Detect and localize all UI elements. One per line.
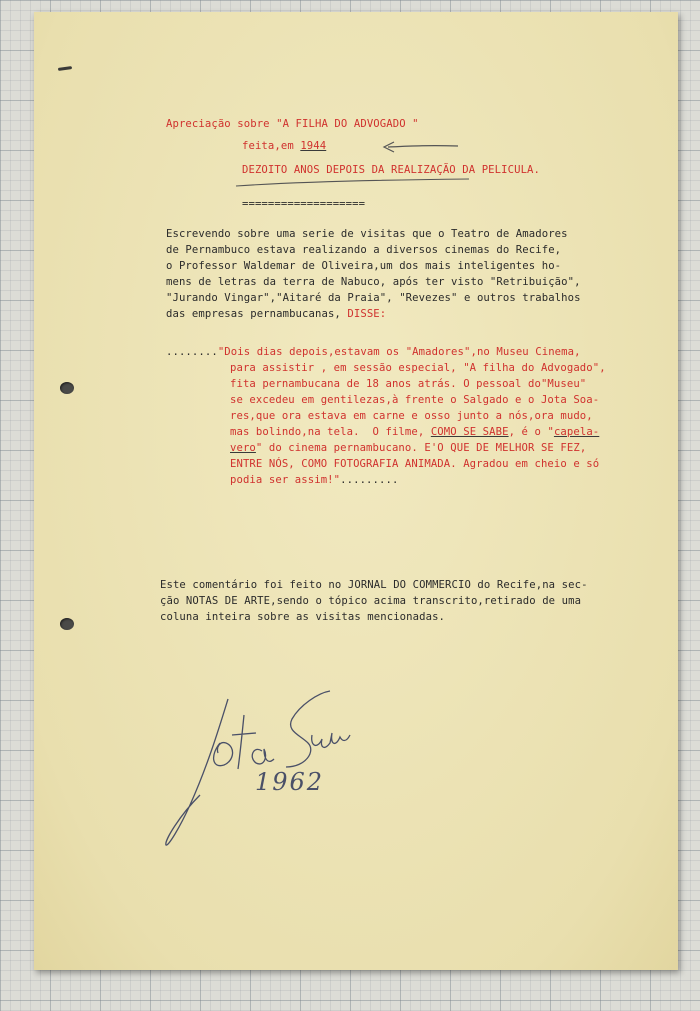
quote-line-1: ........"Dois dias depois,estavam os "Amadores",no Museu Cinema, — [166, 346, 581, 358]
footer-line-2: ção NOTAS DE ARTE,sendo o tópico acima transcrito,retirado de uma — [160, 595, 582, 607]
separator-line: =================== — [242, 198, 366, 210]
pen-mark — [58, 66, 72, 71]
quote-line-6: mas bolindo,na tela. O filme, COMO SE SABE, é o "capela- — [230, 426, 600, 438]
quote-line-7: vero" do cinema pernambucano. E'O QUE DE MELHOR SE FEZ, — [230, 442, 587, 454]
signature-year: 1962 — [255, 768, 325, 796]
intro-line-2: de Pernambuco estava realizando a diversos cinemas do Recife, — [166, 244, 562, 256]
quote-line-9: podia ser assim!"......... — [230, 474, 399, 486]
quote-line-5: res,que ora estava em carne e osso junto a nós,ora mudo, — [230, 410, 593, 422]
header-date: feita,em 1944 — [242, 140, 327, 152]
quote-line-8: ENTRE NÓS, COMO FOTOGRAFIA ANIMADA. Agradou em cheio e só — [230, 458, 600, 470]
header-subtitle: DEZOITO ANOS DEPOIS DA REALIZAÇÃO DA PELICULA. — [242, 164, 540, 176]
quote-line-2: para assistir , em sessão especial, "A filha do Advogado", — [230, 362, 606, 374]
footer-line-3: coluna inteira sobre as visitas mencionadas. — [160, 611, 446, 623]
intro-line-5: "Jurando Vingar","Aitaré da Praia", "Revezes" e outros trabalhos — [166, 292, 581, 304]
intro-line-4: mens de letras da terra de Nabuco, após ter visto "Retribuição", — [166, 276, 581, 288]
footer-line-1: Este comentário foi feito no JORNAL DO COMMERCIO do Recife,na sec- — [160, 579, 588, 591]
quote-line-4: se excedeu em gentilezas,à frente o Salgado e o Jota Soa- — [230, 394, 600, 406]
punch-hole-bottom — [60, 618, 74, 630]
header-title: Apreciação sobre "A FILHA DO ADVOGADO " — [166, 118, 419, 130]
hand-underline — [234, 176, 474, 190]
quote-line-3: fita pernambucana de 18 anos atrás. O pessoal do"Museu" — [230, 378, 587, 390]
intro-line-3: o Professor Waldemar de Oliveira,um dos mais inteligentes ho- — [166, 260, 562, 272]
punch-hole-top — [60, 382, 74, 394]
intro-line-1: Escrevendo sobre uma serie de visitas que o Teatro de Amadores — [166, 228, 568, 240]
intro-line-6: das empresas pernambucanas, DISSE: — [166, 308, 387, 320]
arrow-left-icon — [380, 141, 460, 155]
